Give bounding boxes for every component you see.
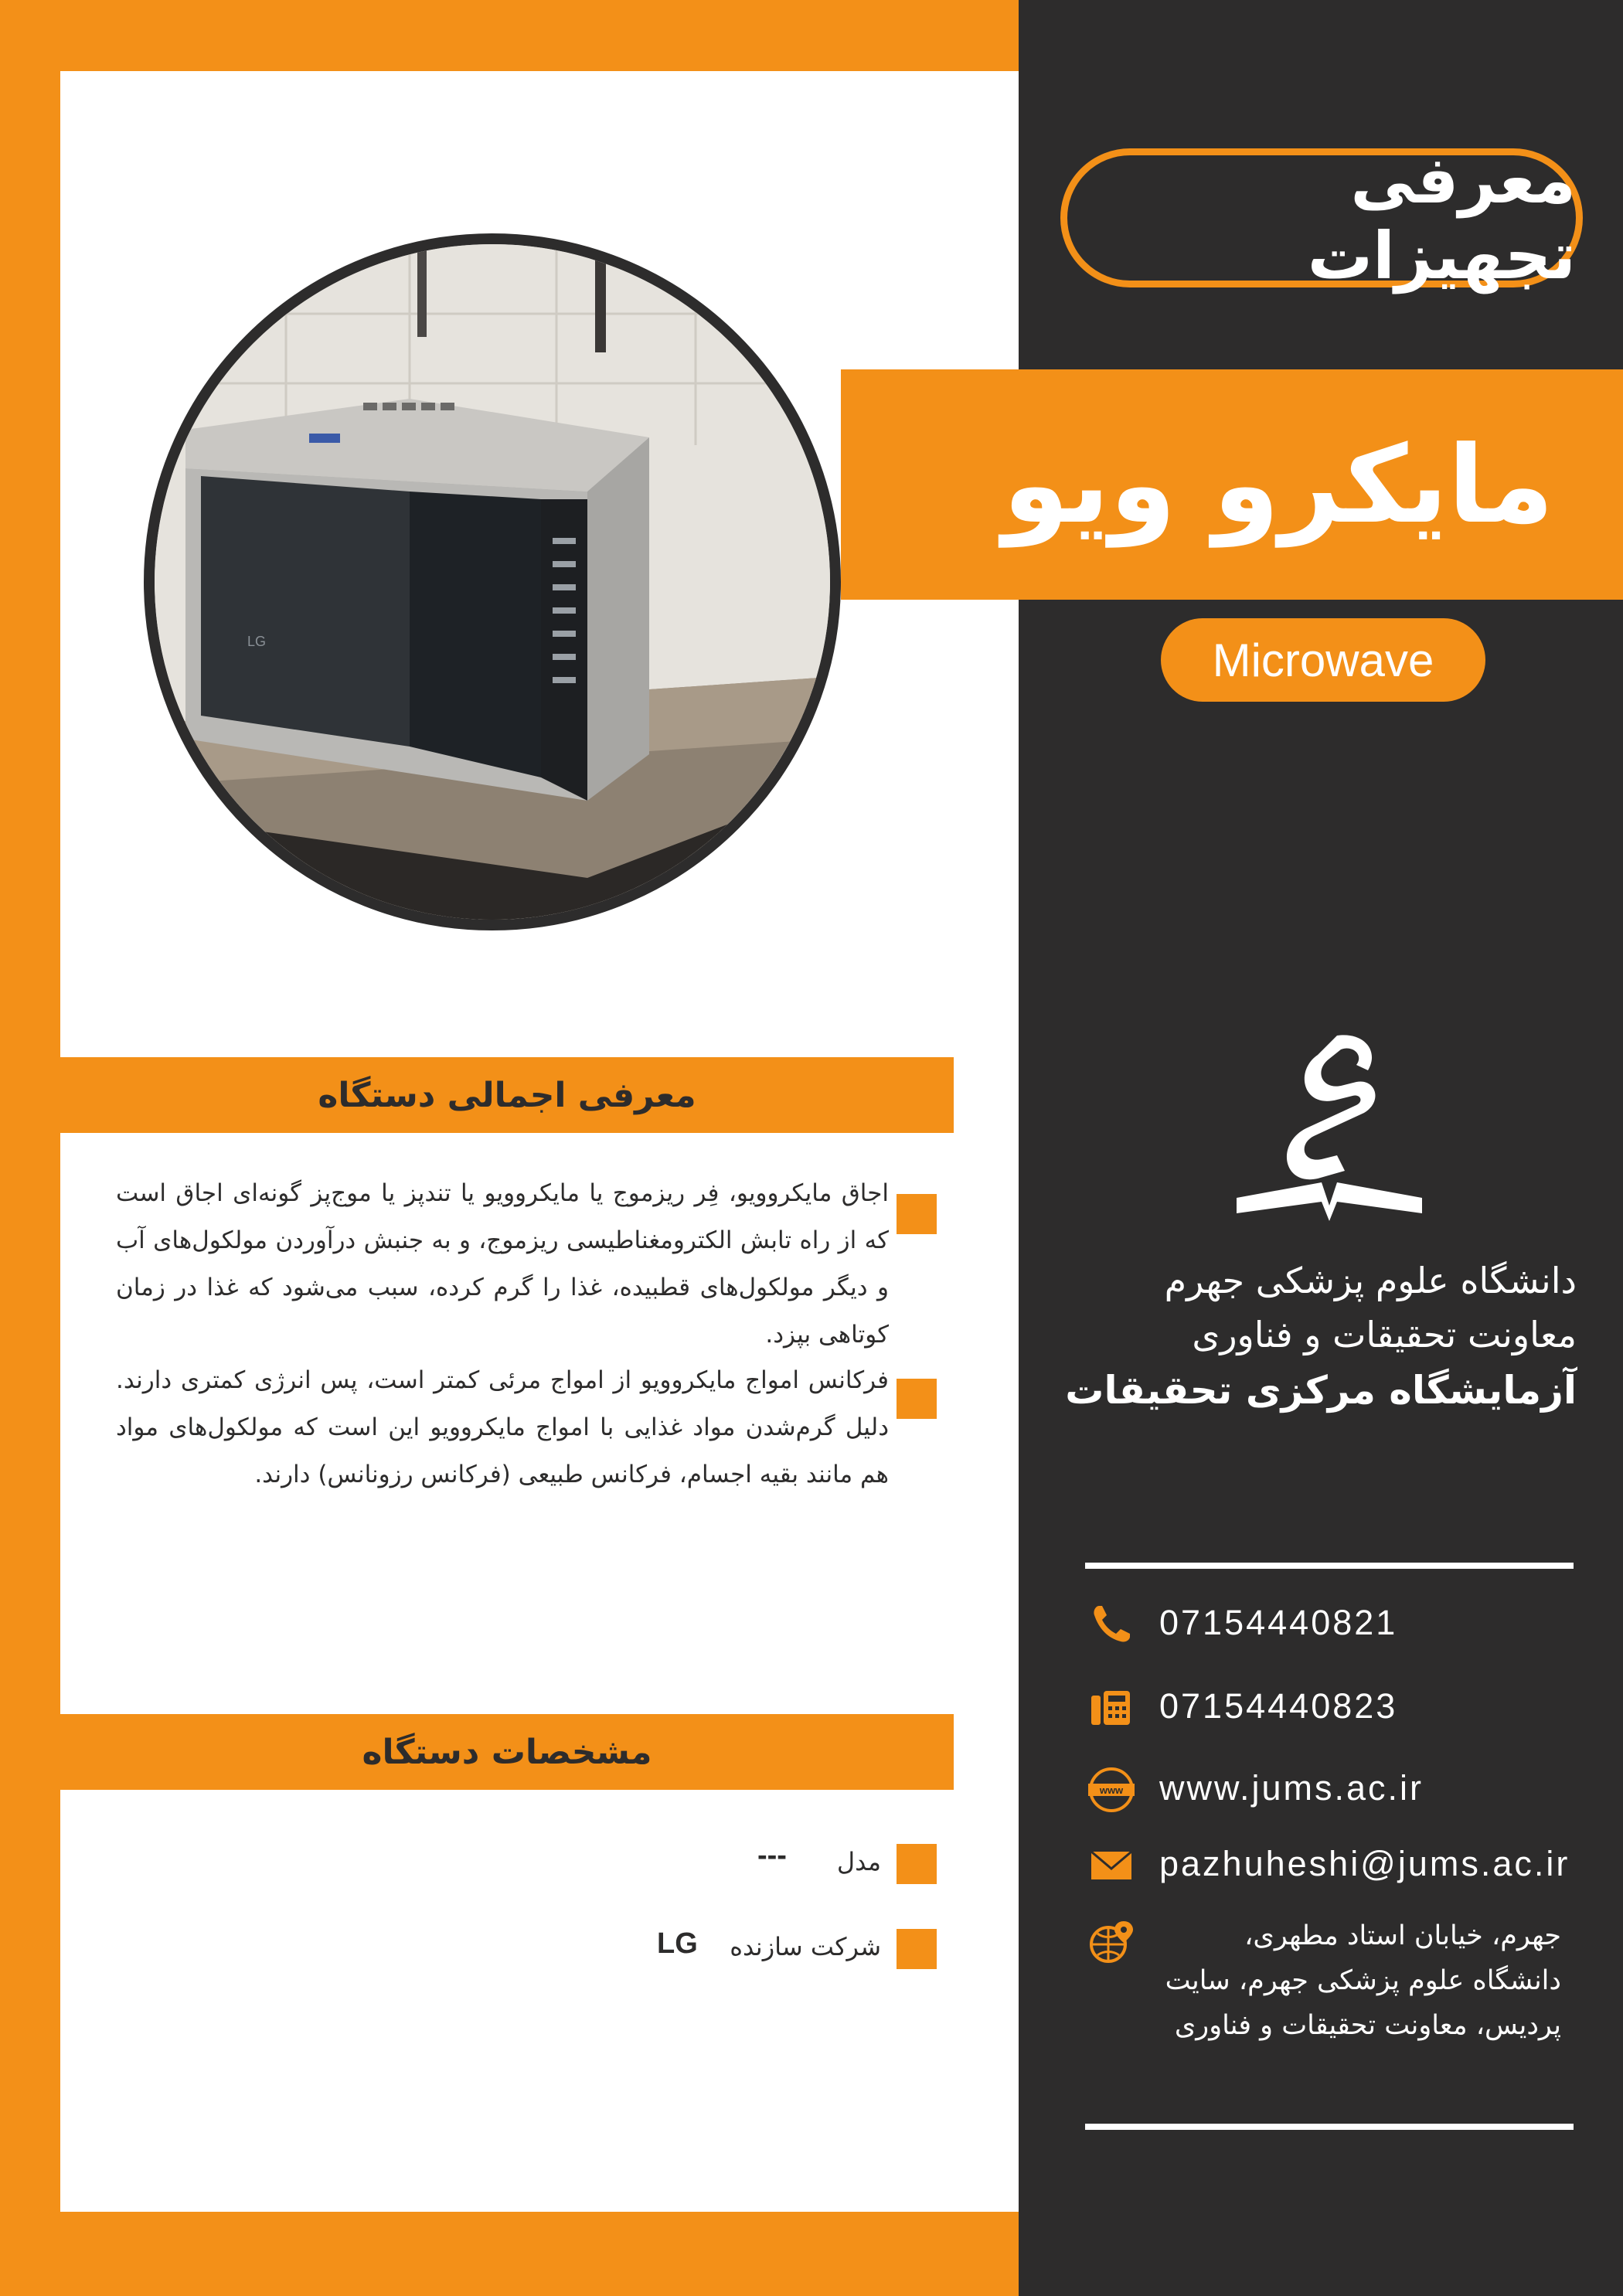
device-name-en-pill — [1161, 618, 1485, 702]
specs-section-heading: مشخصات دستگاه — [362, 1732, 652, 1772]
spec-label-model: مدل — [836, 1847, 881, 1876]
email-icon — [1088, 1842, 1135, 1889]
postal-address: جهرم، خیابان استاد مطهری، دانشگاه علوم پزشکی جهرم، سایت پردیس، معاونت تحقیقات و فناوری — [1165, 1920, 1561, 2041]
spec-value-model: --- — [757, 1839, 787, 1872]
specs-section-heading-bar — [60, 1714, 954, 1790]
device-photo — [144, 233, 841, 930]
device-name-band — [841, 369, 1623, 600]
spec-bullet-manufacturer — [897, 1929, 937, 1969]
vice-chancellor-name: معاونت تحقیقات و فناوری — [1192, 1314, 1577, 1355]
header-title-pill — [1060, 142, 1583, 294]
header-title: معرفی تجهیزات — [1307, 142, 1576, 294]
fax-number[interactable]: 07154440823 — [1159, 1686, 1398, 1726]
university-logo-icon — [1221, 1028, 1438, 1244]
contacts-divider-top — [1085, 1563, 1574, 1569]
spec-bullet-model — [897, 1844, 937, 1884]
contacts-divider-bottom — [1085, 2124, 1574, 2130]
university-name: دانشگاه علوم پزشکی جهرم — [1164, 1260, 1577, 1301]
device-name-fa: مایکرو ویو — [1002, 422, 1554, 547]
bullet-square-1 — [897, 1194, 937, 1234]
web-icon — [1088, 1767, 1135, 1813]
device-name-en: Microwave — [1212, 634, 1434, 686]
web-icon-label: www — [1099, 1784, 1124, 1796]
intro-section-heading: معرفی اجمالی دستگاه — [318, 1075, 696, 1115]
microwave-illustration — [155, 244, 830, 920]
lab-name: آزمایشگاه مرکزی تحقیقات — [1065, 1368, 1577, 1413]
website-link[interactable]: www.jums.ac.ir — [1159, 1768, 1424, 1808]
bullet-square-2 — [897, 1379, 937, 1419]
email-address[interactable]: pazhuheshi@jums.ac.ir — [1159, 1844, 1570, 1883]
intro-paragraph-2: فرکانس امواج مایکروویو از امواج مرئی کمتر است، پس انرژی کمتری دارند. دلیل گرم‌شدن مواد غذایی با امواج مایکروویو این است که مولکول‌های مواد هم مانند بقیه اجسام، فرکانس طبیعی (فرکانس رزونانس) دارند. — [116, 1366, 889, 1488]
brand-label: LG — [247, 634, 267, 649]
phone-number[interactable]: 07154440821 — [1159, 1603, 1398, 1642]
intro-paragraph-1: اجاق مایکروویو، فِر ریزموج یا مایکروویو یا تندپز یا موج‌پز گونه‌ای اجاق است که از راه تابش الکترومغناطیسی ریزموج، و به جنبش درآوردن مولکول‌های آب و دیگر مولکول‌های قطبیده، غذا را گرم کرده، سبب می‌شود که غذا در زمان کوتاهی بپزد. — [116, 1179, 889, 1349]
phone-icon — [1088, 1601, 1135, 1648]
spec-value-manufacturer: LG — [657, 1927, 698, 1960]
location-icon — [1088, 1920, 1135, 1966]
intro-section-heading-bar — [60, 1057, 954, 1133]
spec-label-manufacturer: شرکت سازنده — [730, 1932, 881, 1961]
fax-icon — [1088, 1685, 1135, 1731]
